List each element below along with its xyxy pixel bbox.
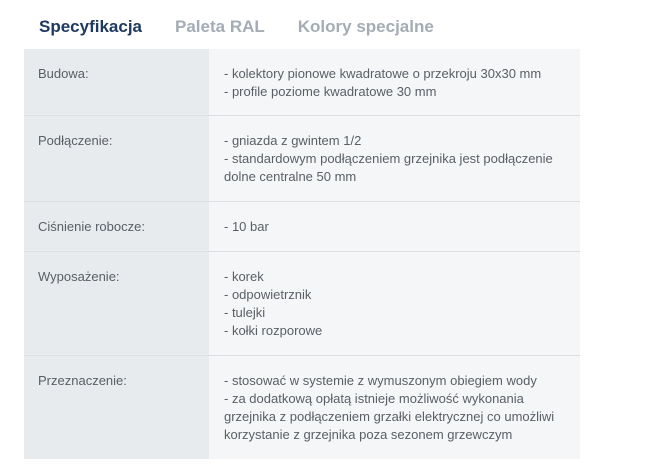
spec-value-line: - tulejki bbox=[224, 305, 266, 320]
spec-table bbox=[24, 49, 580, 459]
spec-value bbox=[209, 116, 580, 201]
spec-value-line: - stosować w systemie z wymuszonym obiegiem wody bbox=[224, 373, 537, 388]
spec-value bbox=[209, 356, 580, 459]
spec-value-line: - za dodatkową opłatą istnieje możliwość wykonania bbox=[224, 391, 524, 406]
spec-value-line: - gniazda z gwintem 1/2 bbox=[224, 133, 362, 148]
spec-row-przeznaczenie bbox=[24, 356, 580, 459]
spec-value-line: - standardowym podłączeniem grzejnika jest podłączenie bbox=[224, 151, 553, 166]
spec-value bbox=[209, 202, 580, 251]
spec-row-podlaczenie bbox=[24, 116, 580, 202]
spec-row-cisnienie-robocze bbox=[24, 202, 580, 252]
tab-bar bbox=[39, 14, 467, 40]
spec-row-wyposazenie bbox=[24, 252, 580, 356]
tab-paleta-ral[interactable]: Paleta RAL bbox=[175, 17, 265, 36]
spec-value-line: - 10 bar bbox=[224, 219, 269, 234]
tab-kolory-specjalne[interactable]: Kolory specjalne bbox=[297, 17, 434, 36]
spec-value-line: - korek bbox=[224, 269, 264, 284]
spec-label: Budowa: bbox=[24, 49, 209, 115]
spec-value-line: - odpowietrznik bbox=[224, 287, 312, 302]
spec-value-line: - kolektory pionowe kwadratowe o przekroju 30x30 mm bbox=[224, 66, 542, 81]
spec-label: Ciśnienie robocze: bbox=[24, 202, 209, 251]
spec-value bbox=[209, 49, 580, 115]
spec-label: Wyposażenie: bbox=[24, 252, 209, 355]
spec-value-line: - profile poziome kwadratowe 30 mm bbox=[224, 84, 437, 99]
spec-label: Przeznaczenie: bbox=[24, 356, 209, 459]
spec-value-line: korzystanie z grzejnika poza sezonem grzewczym bbox=[224, 427, 513, 442]
tab-specyfikacja[interactable]: Specyfikacja bbox=[39, 17, 143, 36]
spec-row-budowa bbox=[24, 49, 580, 116]
spec-value-line: grzejnika z podłączeniem grzałki elektrycznej co umożliwi bbox=[224, 409, 555, 424]
spec-label: Podłączenie: bbox=[24, 116, 209, 201]
spec-value-line: - kołki rozporowe bbox=[224, 323, 323, 338]
spec-value-line: dolne centralne 50 mm bbox=[224, 169, 357, 184]
spec-value bbox=[209, 252, 580, 355]
